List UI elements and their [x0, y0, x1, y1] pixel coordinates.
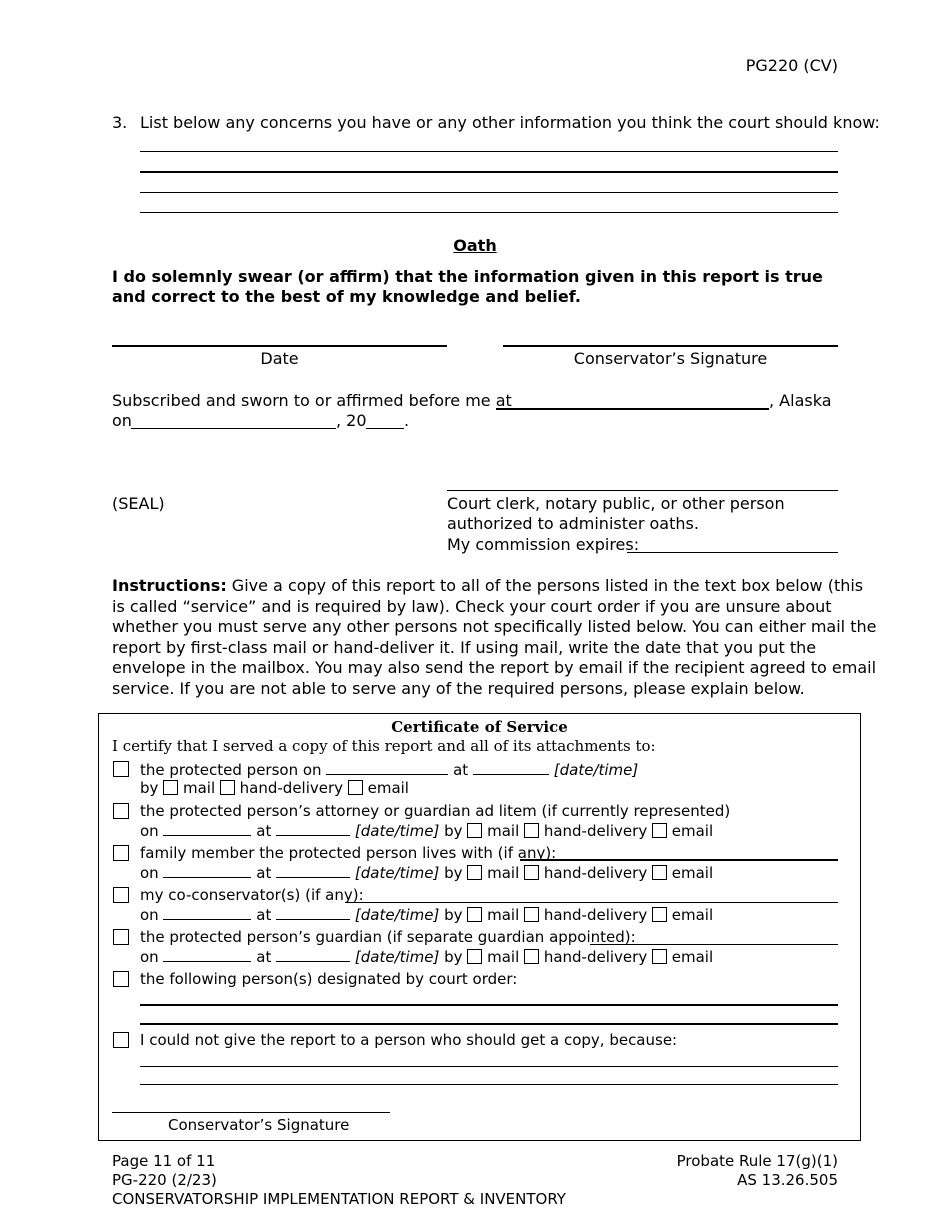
clerk-signature-line[interactable]	[447, 490, 838, 491]
probate-rule: Probate Rule 17(g)(1)	[676, 1152, 838, 1170]
date-time-label: [date/time]	[354, 948, 440, 966]
guardian-checkbox[interactable]	[113, 929, 129, 945]
family-member-name-line[interactable]	[520, 859, 838, 861]
location-line[interactable]	[496, 408, 769, 410]
guardian-label: the protected person’s guardian (if separate guardian appointed):	[140, 928, 636, 946]
year-prefix: , 20	[336, 411, 367, 430]
certificate-signature-line[interactable]	[112, 1112, 390, 1113]
date-field[interactable]	[326, 760, 448, 775]
email-checkbox[interactable]	[652, 823, 667, 838]
mail-label: mail	[487, 864, 520, 882]
instructions-label: Instructions:	[112, 576, 227, 595]
at-label: at	[256, 822, 272, 840]
commission-label: My commission expires:	[447, 535, 640, 554]
footer-right	[677, 1152, 838, 1190]
instructions-line: Give a copy of this report to all of the persons listed in the text box below (this	[226, 576, 864, 595]
oath-statement: I do solemnly swear (or affirm) that the information given in this report is true and correct to the best of my knowledge and belief.	[112, 267, 823, 306]
email-label: email	[367, 779, 409, 797]
on-label: on	[140, 822, 159, 840]
attorney-service-row	[140, 821, 713, 840]
certificate-title: Certificate of Service	[391, 718, 568, 736]
mail-checkbox[interactable]	[467, 949, 482, 964]
protected-person-checkbox[interactable]	[113, 761, 129, 777]
reason-line-1[interactable]	[140, 1066, 838, 1067]
on-date-line[interactable]	[131, 428, 336, 429]
co-conservator-service-row	[140, 905, 713, 924]
co-conservator-checkbox[interactable]	[113, 887, 129, 903]
email-checkbox[interactable]	[652, 949, 667, 964]
concerns-line-4[interactable]	[140, 212, 838, 213]
date-time-label: [date/time]	[553, 761, 639, 779]
hand-delivery-checkbox[interactable]	[524, 823, 539, 838]
email-label: email	[671, 822, 714, 840]
on-label: on	[140, 864, 159, 882]
clerk-line-2: authorized to administer oaths.	[447, 514, 699, 533]
guardian-name-line[interactable]	[590, 944, 838, 945]
by-label: by	[140, 779, 159, 797]
on-label: on	[112, 411, 132, 430]
form-title: CONSERVATORSHIP IMPLEMENTATION REPORT & INVENTORY	[112, 1190, 566, 1208]
date-line[interactable]	[112, 345, 447, 347]
delivery-method-row	[140, 779, 409, 797]
item-number: 3.	[112, 113, 128, 132]
hand-delivery-label: hand-delivery	[239, 779, 344, 797]
year-line[interactable]	[366, 428, 404, 429]
mail-label: mail	[487, 906, 520, 924]
instructions-line: service. If you are not able to serve any of the required persons, please explain below.	[112, 678, 805, 698]
time-field[interactable]	[473, 760, 549, 775]
item3-text: List below any concerns you have or any other information you think the court should know:	[140, 113, 880, 132]
reason-line-2[interactable]	[140, 1084, 838, 1085]
date-field[interactable]	[163, 905, 251, 920]
hand-delivery-checkbox[interactable]	[524, 949, 539, 964]
concerns-line-3[interactable]	[140, 192, 838, 193]
by-label: by	[444, 948, 463, 966]
date-time-label: [date/time]	[354, 906, 440, 924]
email-checkbox[interactable]	[652, 907, 667, 922]
by-label: by	[444, 822, 463, 840]
time-field[interactable]	[276, 905, 350, 920]
concerns-line-2[interactable]	[140, 171, 838, 173]
email-checkbox[interactable]	[652, 865, 667, 880]
co-conservator-name-line[interactable]	[345, 902, 838, 903]
family-member-checkbox[interactable]	[113, 845, 129, 861]
mail-label: mail	[487, 948, 520, 966]
mail-label: mail	[182, 779, 216, 797]
email-label: email	[671, 906, 714, 924]
hand-delivery-label: hand-delivery	[543, 948, 648, 966]
at-label: at	[256, 948, 272, 966]
time-field[interactable]	[276, 947, 350, 962]
on-label: on	[140, 948, 159, 966]
form-number: PG-220 (2/23)	[112, 1171, 217, 1189]
subscribed-text: Subscribed and sworn to or affirmed before me at	[112, 391, 512, 410]
attorney-checkbox[interactable]	[113, 803, 129, 819]
court-order-checkbox[interactable]	[113, 971, 129, 987]
commission-line[interactable]	[627, 552, 838, 553]
instructions-line: is called “service” and is required by law). Check your court order if you are unsure about	[112, 596, 832, 616]
could-not-serve-checkbox[interactable]	[113, 1032, 129, 1048]
time-field[interactable]	[276, 863, 350, 878]
signature-line[interactable]	[503, 345, 838, 347]
statute: AS 13.26.505	[737, 1171, 838, 1189]
email-checkbox[interactable]	[348, 780, 363, 795]
clerk-line-1: Court clerk, notary public, or other person	[447, 494, 785, 513]
hand-delivery-checkbox[interactable]	[220, 780, 235, 795]
hand-delivery-label: hand-delivery	[543, 822, 648, 840]
mail-checkbox[interactable]	[467, 823, 482, 838]
email-label: email	[671, 948, 714, 966]
hand-delivery-checkbox[interactable]	[524, 865, 539, 880]
instructions-line: report by first-class mail or hand-deliver it. If using mail, write the date that you put the	[112, 637, 817, 657]
family-member-service-row	[140, 863, 713, 882]
co-conservator-label: my co-conservator(s) (if any):	[140, 886, 364, 904]
concerns-line-1[interactable]	[140, 151, 838, 152]
protected-person-row	[140, 760, 638, 779]
item-label: the protected person on	[140, 761, 322, 779]
at-label: at	[256, 906, 272, 924]
on-label: on	[140, 906, 159, 924]
court-order-line-2[interactable]	[140, 1023, 838, 1025]
date-field[interactable]	[163, 821, 251, 836]
by-label: by	[444, 906, 463, 924]
at-label: at	[453, 761, 469, 779]
could-not-serve-label: I could not give the report to a person who should get a copy, because:	[140, 1031, 678, 1049]
oath-title: Oath	[453, 236, 497, 255]
time-field[interactable]	[276, 821, 350, 836]
hand-delivery-checkbox[interactable]	[524, 907, 539, 922]
instructions	[112, 576, 876, 700]
hand-delivery-label: hand-delivery	[543, 906, 648, 924]
family-member-label: family member the protected person lives with (if any):	[140, 844, 557, 862]
seal-label: (SEAL)	[112, 494, 165, 513]
alaska-text: , Alaska	[769, 391, 832, 410]
date-time-label: [date/time]	[354, 864, 440, 882]
instructions-line: whether you must serve any other persons not specifically listed below. You can either mail the	[112, 617, 877, 637]
guardian-service-row	[140, 947, 713, 966]
date-label: Date	[260, 349, 299, 368]
year-suffix: .	[404, 411, 410, 430]
court-order-label: the following person(s) designated by court order:	[140, 970, 518, 988]
by-label: by	[444, 864, 463, 882]
date-field[interactable]	[163, 947, 251, 962]
signature-label: Conservator’s Signature	[573, 349, 768, 368]
hand-delivery-label: hand-delivery	[543, 864, 648, 882]
instructions-line: envelope in the mailbox. You may also send the report by email if the recipient agreed to email	[112, 658, 877, 678]
attorney-label: the protected person’s attorney or guardian ad litem (if currently represented)	[140, 802, 731, 820]
certificate-intro: I certify that I served a copy of this report and all of its attachments to:	[112, 737, 656, 755]
certificate-signature-label: Conservator’s Signature	[168, 1116, 350, 1134]
email-label: email	[671, 864, 714, 882]
date-field[interactable]	[163, 863, 251, 878]
mail-checkbox[interactable]	[467, 865, 482, 880]
page-number: Page 11 of 11	[112, 1152, 216, 1170]
footer-left	[112, 1152, 566, 1209]
mail-checkbox[interactable]	[467, 907, 482, 922]
at-label: at	[256, 864, 272, 882]
mail-checkbox[interactable]	[163, 780, 178, 795]
court-order-line-1[interactable]	[140, 1004, 838, 1006]
form-code: PG220 (CV)	[745, 56, 838, 75]
date-time-label: [date/time]	[354, 822, 440, 840]
mail-label: mail	[487, 822, 520, 840]
